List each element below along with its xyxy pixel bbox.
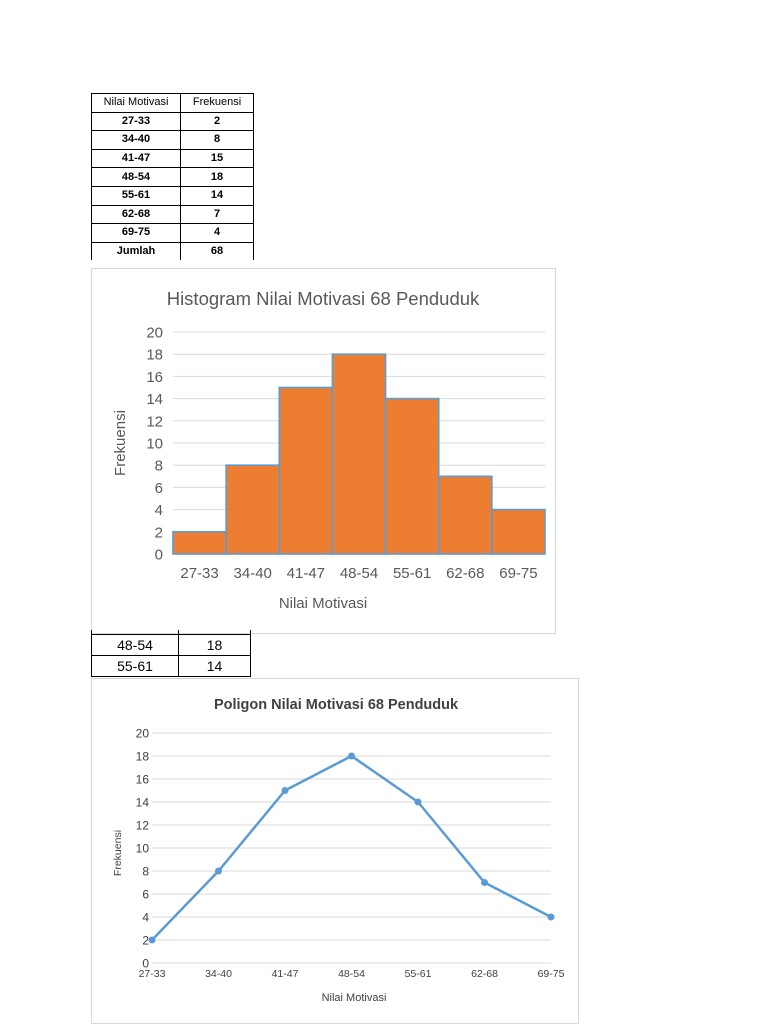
y-tick-label: 8 [142,864,149,879]
y-axis-label: Frekuensi [112,410,129,476]
x-axis-label: Nilai Motivasi [321,992,387,1004]
class-interval-cell: 27-33 [92,112,181,131]
y-tick-label: 16 [135,772,149,787]
data-point [548,914,555,921]
table-row [92,656,251,677]
chart-title: Poligon Nilai Motivasi 68 Penduduk [213,697,459,713]
x-tick-label: 27-33 [138,968,166,980]
table-row [92,112,254,131]
frequency-table-fragment [91,630,251,677]
y-tick-label: 18 [135,749,149,764]
x-tick-label: 69-75 [499,565,538,582]
x-tick-label: 69-75 [537,968,565,980]
table-row [92,205,254,224]
frequency-cell: 2 [181,112,254,131]
class-interval-cell: 62-68 [92,205,181,224]
class-interval-cell: 55-61 [92,656,179,677]
class-interval-cell: 48-54 [92,168,181,187]
y-tick-label: 16 [146,368,163,386]
y-tick-label: 14 [135,795,149,810]
x-tick-label: 27-33 [180,565,219,582]
x-tick-label: 34-40 [233,565,272,582]
data-point [348,753,355,760]
y-tick-label: 18 [146,346,163,364]
polygon-chart [91,678,579,1024]
table-row [92,224,254,243]
frequency-cell: 14 [179,656,251,677]
x-tick-label: 55-61 [404,968,432,980]
x-tick-label: 55-61 [392,565,432,582]
total-value-cell: 68 [181,242,254,260]
y-tick-label: 20 [146,324,163,342]
table-row [92,186,254,205]
y-tick-label: 12 [135,818,149,833]
data-point [481,879,488,886]
frequency-cell: 7 [181,205,254,224]
y-tick-label: 0 [154,546,163,564]
frequency-cell: 4 [181,224,254,243]
table-total-row [92,242,254,260]
table-row [92,168,254,187]
histogram-bar [439,476,492,554]
table-row [92,149,254,168]
y-tick-label: 14 [146,391,163,409]
class-interval-cell: 41-47 [92,149,181,168]
frequency-cell: 15 [181,149,254,168]
frequency-cell: 18 [181,168,254,187]
histogram-bar [332,354,385,554]
class-interval-cell: 69-75 [92,224,181,243]
y-tick-label: 8 [154,457,163,475]
frequency-table [91,93,254,260]
data-point [415,799,422,806]
histogram-bar [279,388,332,555]
y-tick-label: 10 [146,435,163,453]
data-point [149,937,156,944]
total-label-cell: Jumlah [92,242,181,260]
x-tick-label: 34-40 [205,968,232,980]
frequency-cell: 8 [181,131,254,150]
y-axis-label: Frekuensi [112,829,124,877]
y-tick-label: 2 [154,524,163,542]
histogram-bar [386,399,439,554]
histogram-bar [226,465,279,554]
x-tick-label: 48-54 [338,968,365,980]
header-nilai-motivasi: Nilai Motivasi [92,94,181,113]
table-row [92,131,254,150]
x-axis-label: Nilai Motivasi [278,595,368,612]
y-tick-label: 20 [135,726,149,741]
data-point [215,868,222,875]
header-frekuensi: Frekuensi [181,94,254,113]
class-interval-cell: 55-61 [92,186,181,205]
y-tick-label: 10 [135,841,149,856]
x-tick-label: 48-54 [339,565,379,582]
chart-title: Histogram Nilai Motivasi 68 Penduduk [166,288,480,309]
x-tick-label: 62-68 [471,968,498,980]
x-tick-label: 41-47 [271,968,299,980]
x-tick-label: 62-68 [446,565,485,582]
class-interval-cell: 34-40 [92,131,181,150]
table-row [92,635,251,656]
y-tick-label: 4 [142,910,149,925]
y-tick-label: 2 [142,933,149,948]
y-tick-label: 6 [154,479,163,497]
histogram-bar [492,510,545,554]
histogram-chart [91,268,556,634]
histogram-bar [173,532,226,554]
class-interval-cell: 48-54 [92,635,179,656]
histogram-svg [92,269,555,633]
y-tick-label: 4 [154,502,163,520]
frequency-cell: 14 [181,186,254,205]
y-tick-label: 12 [146,413,163,431]
y-tick-label: 6 [142,887,149,902]
table-header-row [92,94,254,113]
y-tick-label: 0 [142,956,149,971]
data-point [282,787,289,794]
polygon-svg [92,679,578,1023]
frequency-cell: 18 [179,635,251,656]
x-tick-label: 41-47 [286,565,326,582]
